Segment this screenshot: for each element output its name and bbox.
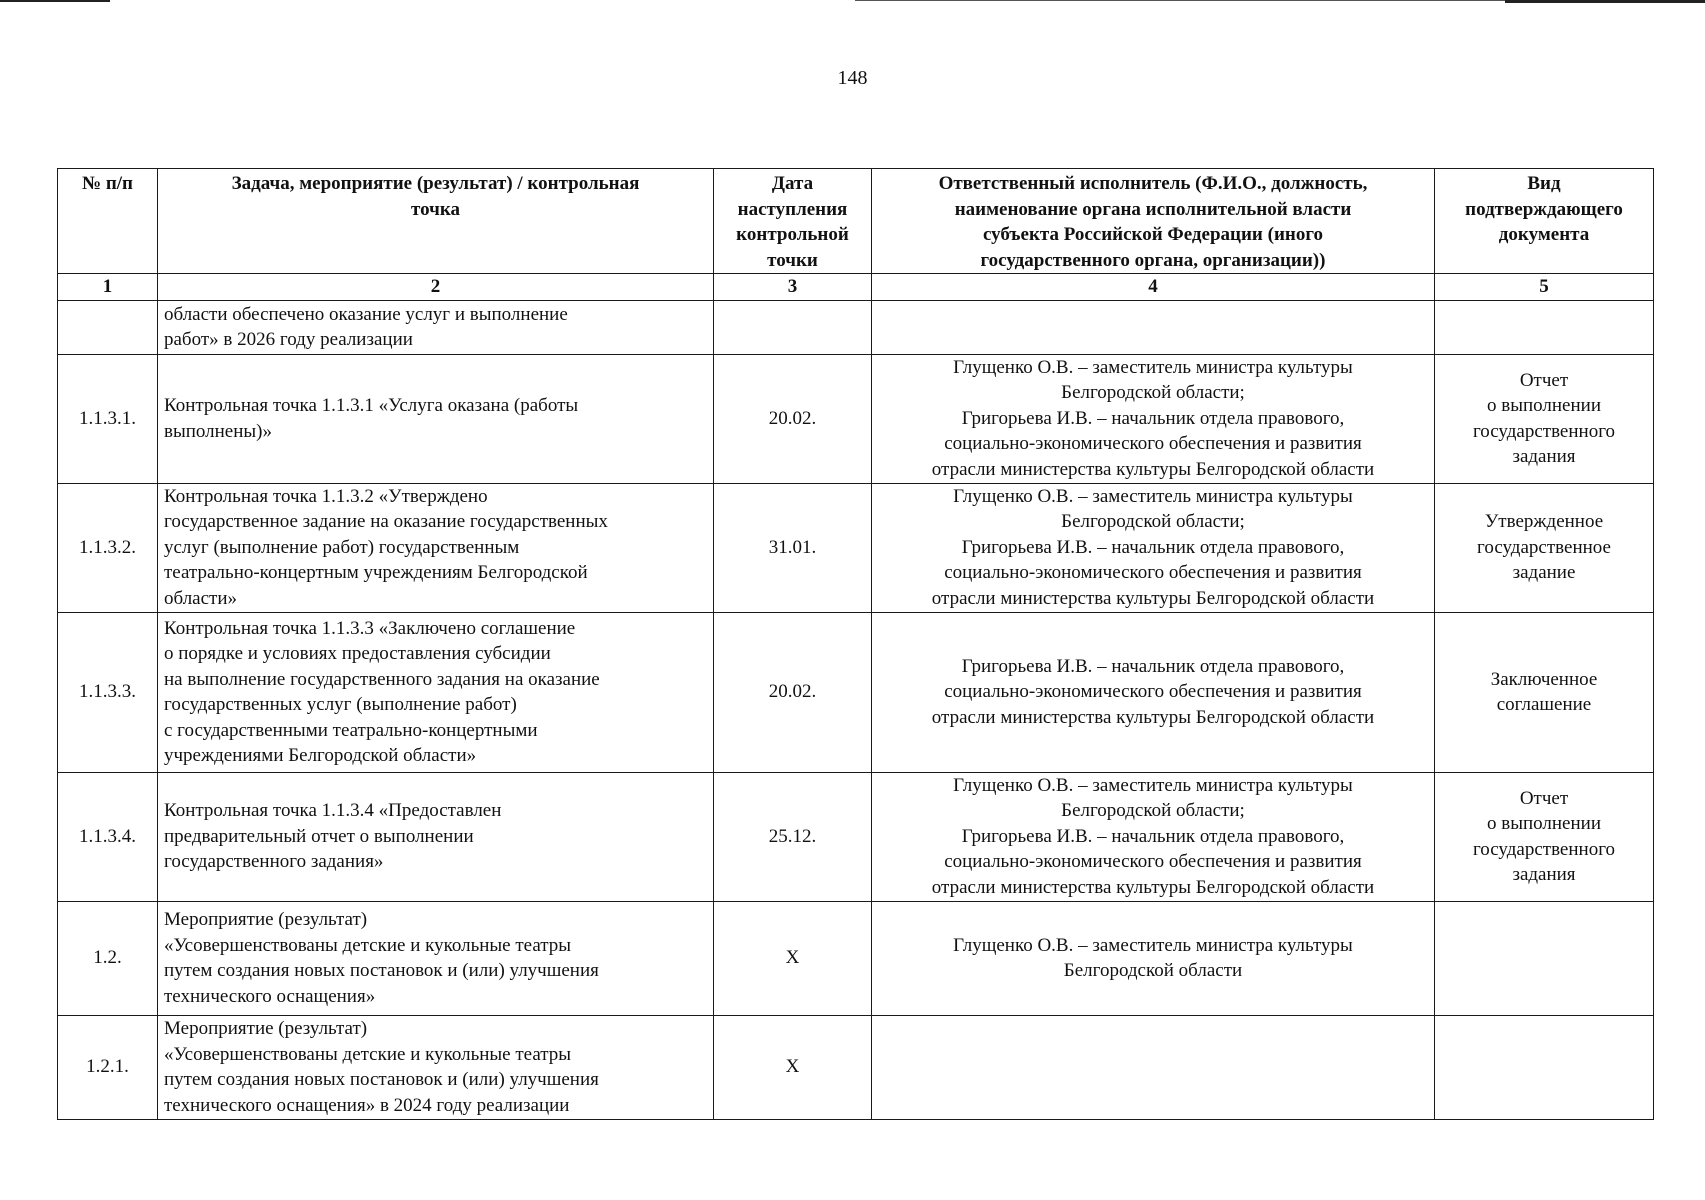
row-number: 1.1.3.4. [58, 772, 158, 901]
column-index: 5 [1435, 274, 1654, 301]
date-cell: Х [714, 901, 872, 1015]
header-responsible: Ответственный исполнитель (Ф.И.О., должность, наименование органа исполнительной власти субъекта Российской Федерации (иного государственного органа, организации)) [872, 169, 1435, 274]
scan-edge-line-left [0, 0, 110, 2]
header-document: Вид подтверждающего документа [1435, 169, 1654, 274]
responsible-cell: Григорьева И.В. – начальник отдела правового, социально-экономического обеспечения и развития отрасли министерства культуры Белгородской области [872, 612, 1435, 772]
header-date: Дата наступления контрольной точки [714, 169, 872, 274]
document-type-cell [1435, 1015, 1654, 1119]
document-type-cell: Заключенное соглашение [1435, 612, 1654, 772]
table-row [58, 901, 1654, 1015]
document-type-cell [1435, 901, 1654, 1015]
column-index: 1 [58, 274, 158, 301]
column-index: 3 [714, 274, 872, 301]
row-number: 1.2.1. [58, 1015, 158, 1119]
table-row [58, 612, 1654, 772]
scan-edge-line-right [1505, 0, 1705, 3]
scan-edge-line-middle [855, 0, 1505, 1]
document-type-cell [1435, 300, 1654, 354]
task-cell: области обеспечено оказание услуг и выполнение работ» в 2026 году реализации [158, 300, 714, 354]
task-cell: Контрольная точка 1.1.3.3 «Заключено соглашение о порядке и условиях предоставления субсидии на выполнение государственного задания на оказание государственных услуг (выполнение работ) с государственными театрально-концертными учреждениями Белгородской области» [158, 612, 714, 772]
page-number: 148 [837, 67, 868, 89]
responsible-cell: Глущенко О.В. – заместитель министра культуры Белгородской области; Григорьева И.В. – начальник отдела правового, социально-экономического обеспечения и развития отрасли министерства культуры Белгородской области [872, 354, 1435, 483]
table-row [58, 483, 1654, 612]
document-type-cell: Утвержденное государственное задание [1435, 483, 1654, 612]
date-cell [714, 300, 872, 354]
date-cell: 25.12. [714, 772, 872, 901]
table-row [58, 1015, 1654, 1119]
date-cell: Х [714, 1015, 872, 1119]
column-index: 2 [158, 274, 714, 301]
task-cell: Контрольная точка 1.1.3.1 «Услуга оказана (работы выполнены)» [158, 354, 714, 483]
row-number [58, 300, 158, 354]
header-task: Задача, мероприятие (результат) / контрольная точка [158, 169, 714, 274]
table-row [58, 772, 1654, 901]
task-cell: Контрольная точка 1.1.3.2 «Утверждено государственное задание на оказание государственных услуг (выполнение работ) государственным театрально-концертным учреждениям Белгородской области» [158, 483, 714, 612]
date-cell: 20.02. [714, 612, 872, 772]
table-row [58, 300, 1654, 354]
row-number: 1.1.3.3. [58, 612, 158, 772]
date-cell: 31.01. [714, 483, 872, 612]
date-cell: 20.02. [714, 354, 872, 483]
responsible-cell: Глущенко О.В. – заместитель министра культуры Белгородской области; Григорьева И.В. – начальник отдела правового, социально-экономического обеспечения и развития отрасли министерства культуры Белгородской области [872, 772, 1435, 901]
responsible-cell: Глущенко О.В. – заместитель министра культуры Белгородской области; Григорьева И.В. – начальник отдела правового, социально-экономического обеспечения и развития отрасли министерства культуры Белгородской области [872, 483, 1435, 612]
task-cell: Мероприятие (результат) «Усовершенствованы детские и кукольные театры путем создания новых постановок и (или) улучшения технического оснащения» [158, 901, 714, 1015]
document-type-cell: Отчет о выполнении государственного задания [1435, 354, 1654, 483]
table-header-row [58, 169, 1654, 274]
document-type-cell: Отчет о выполнении государственного задания [1435, 772, 1654, 901]
task-cell: Мероприятие (результат) «Усовершенствованы детские и кукольные театры путем создания новых постановок и (или) улучшения технического оснащения» в 2024 году реализации [158, 1015, 714, 1119]
responsible-cell [872, 1015, 1435, 1119]
column-index: 4 [872, 274, 1435, 301]
header-num: № п/п [58, 169, 158, 274]
row-number: 1.1.3.1. [58, 354, 158, 483]
row-number: 1.1.3.2. [58, 483, 158, 612]
responsible-cell: Глущенко О.В. – заместитель министра культуры Белгородской области [872, 901, 1435, 1015]
row-number: 1.2. [58, 901, 158, 1015]
task-cell: Контрольная точка 1.1.3.4 «Предоставлен предварительный отчет о выполнении государственного задания» [158, 772, 714, 901]
column-index-row [58, 274, 1654, 301]
control-points-table [57, 168, 1654, 1120]
responsible-cell [872, 300, 1435, 354]
table-row [58, 354, 1654, 483]
